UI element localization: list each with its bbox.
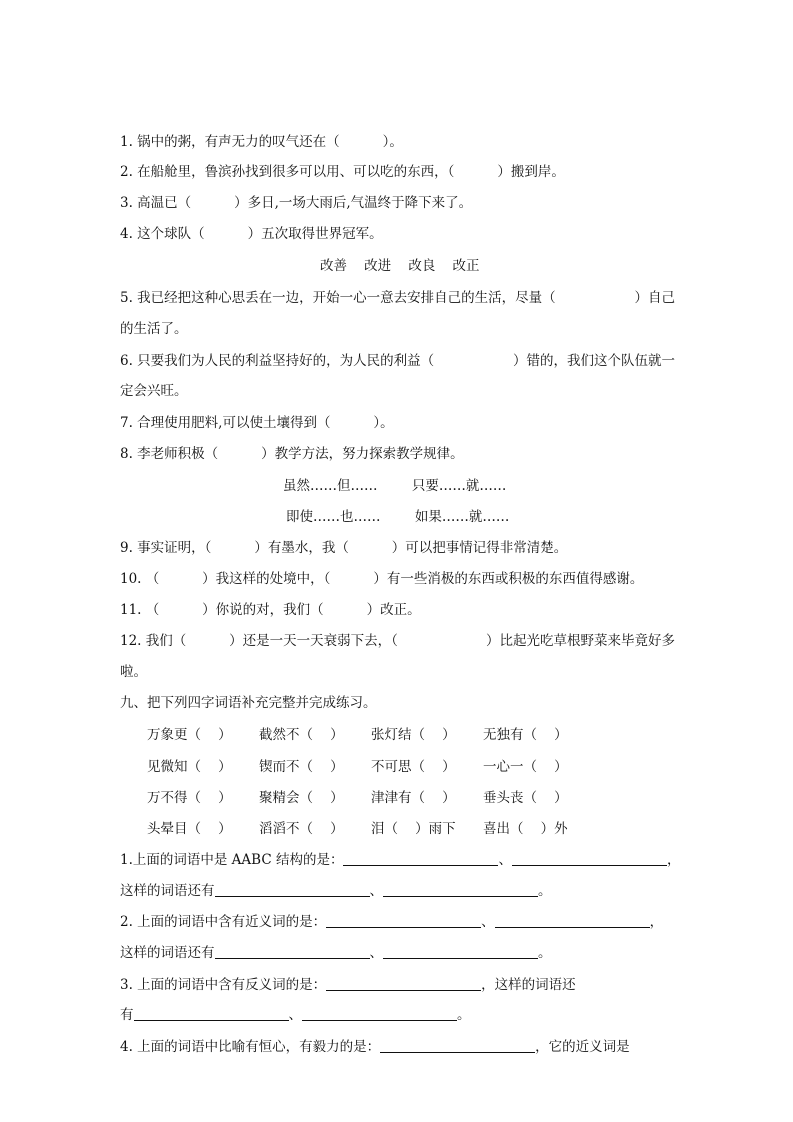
exercise-3-line-1 [120,976,576,994]
exercise-3-tail: ，这样的词语还 [481,977,576,993]
exercise-1-line-2 [120,882,552,900]
section-9-heading: 九、把下列四字词语补充完整并完成练习。 [120,695,377,711]
question-7: 7. 合理使用肥料,可以使土壤得到（ ）。 [120,415,394,431]
idiom-2-3: 不可思（ ） [371,759,456,775]
question-12-text: 12. 我们（ ）还是一天一天衰弱下去，（ [120,633,398,649]
question-8: 8. 李老师积极（ ）教学方法，努力探索教学规律。 [120,446,464,462]
answer-blank[interactable] [343,851,498,866]
question-3: 3. 高温已（ ）多日,一场大雨后,气温终于降下来了。 [120,195,473,211]
idiom-2-4: 一心一（ ） [483,759,568,775]
separator: 。 [457,1007,471,1023]
separator: ， [666,852,681,868]
exercise-3-prompt: 3. 上面的词语中含有反义词的是： [120,977,327,993]
separator: 。 [538,883,552,899]
answer-blank[interactable] [302,1006,457,1021]
answer-blank[interactable] [134,1006,289,1021]
exercise-2-line-1 [120,913,663,931]
answer-blank[interactable] [215,944,370,959]
idiom-1-4: 无独有（ ） [483,727,568,743]
question-12-tail: ）比起光吃草根野菜来毕竟好多 [486,633,675,649]
separator: ， [649,914,664,930]
exercise-1-line-1 [120,851,680,869]
answer-blank[interactable] [512,851,667,866]
idiom-4-3: 泪（ ）雨下 [371,821,456,837]
exercise-4-line-1 [120,1038,630,1056]
exercise-1-prompt: 1.上面的词语中是 AABC 结构的是： [120,852,344,868]
idiom-4-2: 滔滔不（ ） [259,821,344,837]
question-5-tail: ）自己 [634,290,675,306]
conjunction-list-2: 即使……也…… 如果……就…… [286,509,510,525]
separator: 、 [498,852,512,868]
question-1: 1. 锅中的粥，有声无力的叹气还在（ ）。 [120,134,403,150]
answer-blank[interactable] [380,1038,535,1053]
exercise-2-more-prompt: 这样的词语还有 [120,945,215,961]
exercise-2-prompt: 2. 上面的词语中含有近义词的是： [120,914,327,930]
answer-blank[interactable] [215,882,370,897]
question-5-line-1 [120,289,675,307]
question-11: 11. （ ）你说的对，我们（ ）改正。 [120,602,421,618]
idiom-2-2: 锲而不（ ） [259,759,344,775]
idiom-4-4: 喜出（ ）外 [483,821,568,837]
idiom-1-1: 万象更（ ） [147,727,232,743]
word-choice-list-1: 改善 改进 改良 改正 [320,258,480,274]
question-4: 4. 这个球队（ ）五次取得世界冠军。 [120,226,383,242]
idiom-2-1: 见微知（ ） [147,759,232,775]
idiom-1-3: 张灯结（ ） [371,727,456,743]
question-9: 9. 事实证明，（ ）有墨水，我（ ）可以把事情记得非常清楚。 [120,540,568,556]
question-10: 10. （ ）我这样的处境中，（ ）有一些消极的东西或积极的东西值得感谢。 [120,571,644,587]
question-12-line-1 [120,632,675,650]
question-12-line-2: 啦。 [120,664,147,680]
separator: 、 [369,883,383,899]
question-6-line-2: 定会兴旺。 [120,383,188,399]
question-6-line-1 [120,352,675,370]
exercise-4-tail: ，它的近义词是 [535,1039,630,1055]
separator: 、 [481,914,495,930]
answer-blank[interactable] [383,944,538,959]
idiom-3-4: 垂头丧（ ） [483,790,568,806]
separator: 、 [369,945,383,961]
exercise-4-prompt: 4. 上面的词语中比喻有恒心，有毅力的是： [120,1039,381,1055]
answer-blank[interactable] [326,913,481,928]
exercise-2-line-2 [120,944,552,962]
question-6-text: 6. 只要我们为人民的利益坚持好的，为人民的利益（ [120,353,435,369]
exercise-3-more-prompt: 有 [120,1007,134,1023]
idiom-1-2: 截然不（ ） [259,727,344,743]
question-5-text: 5. 我已经把这种心思丢在一边，开始一心一意去安排自己的生活，尽量（ [120,290,556,306]
exercise-1-more-prompt: 这样的词语还有 [120,883,215,899]
idiom-3-3: 津津有（ ） [371,790,456,806]
question-2: 2. 在船舱里，鲁滨孙找到很多可以用、可以吃的东西，（ ）搬到岸。 [120,164,565,180]
answer-blank[interactable] [383,882,538,897]
idiom-3-2: 聚精会（ ） [259,790,344,806]
idiom-3-1: 万不得（ ） [147,790,232,806]
separator: 、 [288,1007,302,1023]
answer-blank[interactable] [495,913,650,928]
idiom-4-1: 头晕目（ ） [147,821,232,837]
answer-blank[interactable] [326,976,481,991]
question-6-tail: ）错的，我们这个队伍就一 [513,353,675,369]
separator: 。 [538,945,552,961]
exercise-3-line-2 [120,1006,471,1024]
question-5-line-2: 的生活了。 [120,321,188,337]
conjunction-list-1: 虽然……但…… 只要……就…… [283,478,507,494]
